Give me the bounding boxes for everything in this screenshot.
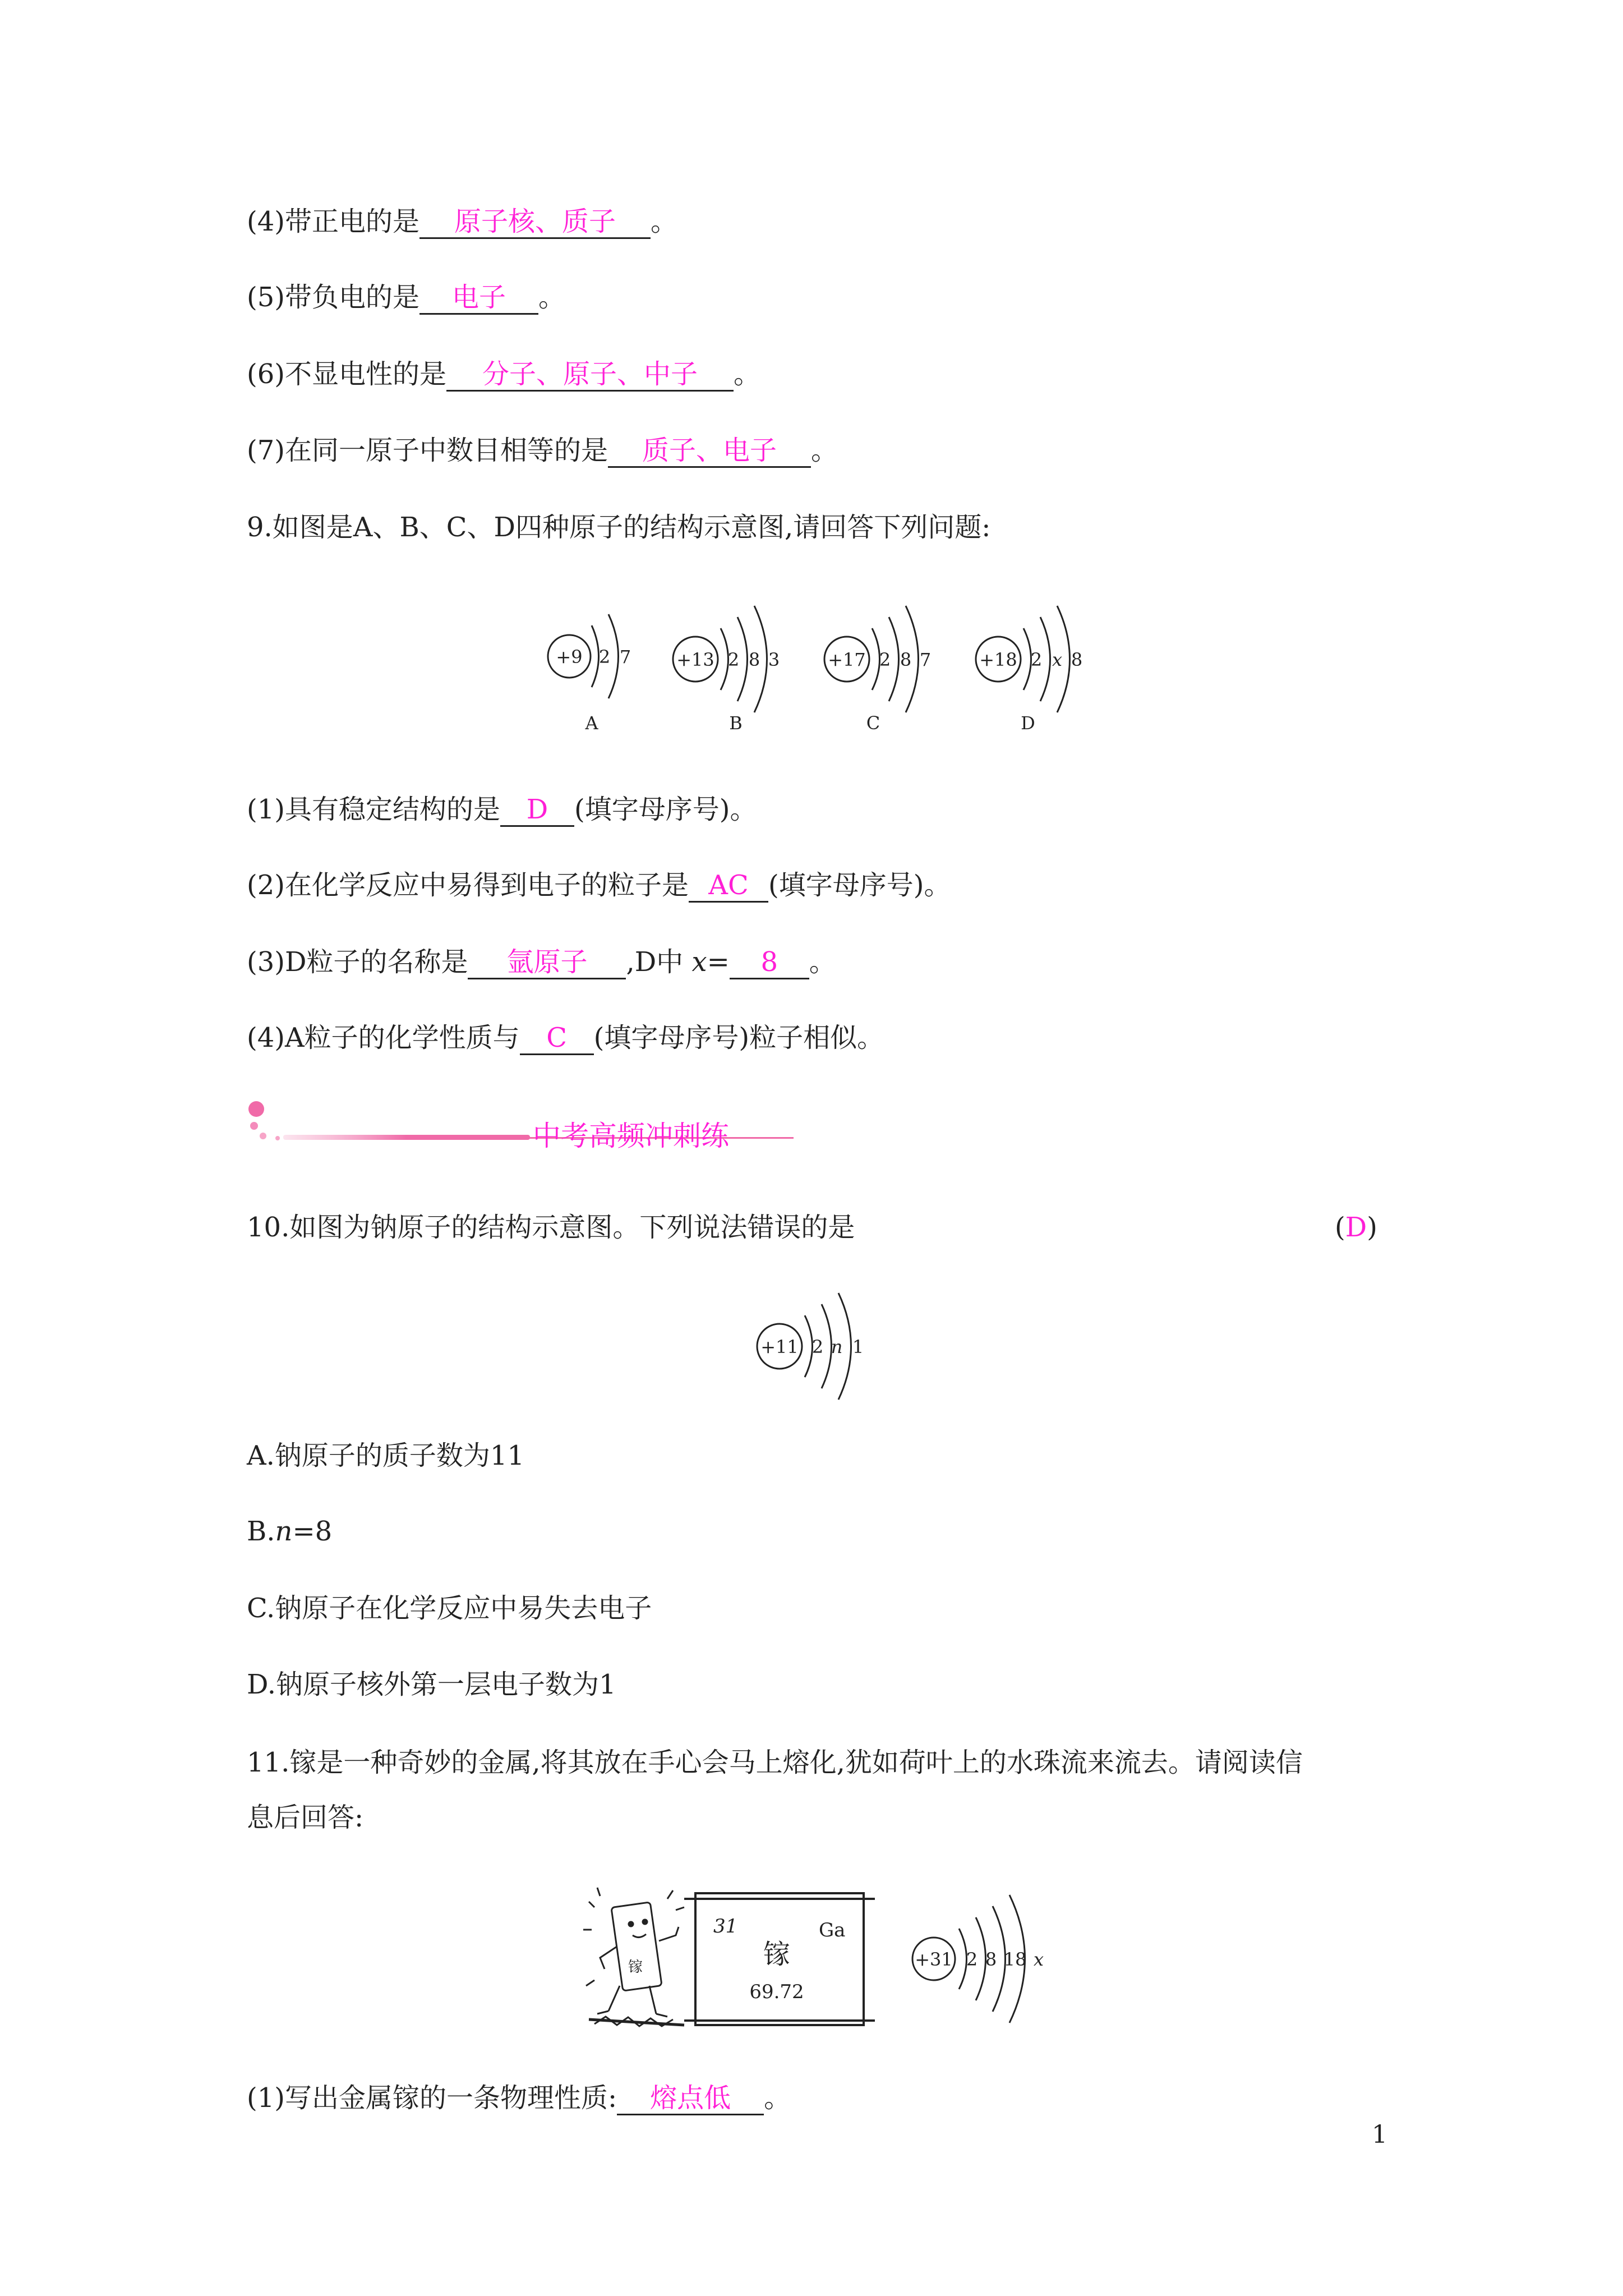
atom-c-label: C	[866, 712, 880, 734]
atom-a-label: A	[585, 712, 598, 734]
q9-sub1: (1)具有稳定结构的是 D (填字母序号)。	[247, 793, 757, 827]
q10-option-a: A.钠原子的质子数为11	[247, 1440, 525, 1471]
svg-text:x: x	[1052, 649, 1063, 670]
q10-option-d: D.钠原子核外第一层电子数为1	[247, 1669, 616, 1700]
svg-text:8: 8	[748, 649, 760, 670]
svg-text:2: 2	[727, 649, 740, 670]
q11-stem-line2: 息后回答:	[247, 1802, 364, 1833]
q10-stem: 10.如图为钠原子的结构示意图。下列说法错误的是	[247, 1212, 855, 1243]
q9-sub4: (4)A粒子的化学性质与 C (填字母序号)粒子相似。	[247, 1021, 884, 1055]
q10-option-c: C.钠原子在化学反应中易失去电子	[247, 1593, 652, 1624]
q8-item4: (4)带正电的是 原子核、质子 。	[247, 205, 677, 239]
answer-blank: D	[500, 794, 574, 827]
atom-d	[976, 606, 1082, 734]
svg-text:2: 2	[966, 1949, 978, 1970]
svg-text:8: 8	[900, 649, 912, 670]
q9-atom-diagrams	[527, 583, 1116, 740]
atom-a	[548, 614, 631, 734]
q9-stem: 9.如图是A、B、C、D四种原子的结构示意图,请回答下列问题:	[247, 512, 991, 543]
svg-text:+31: +31	[915, 1949, 953, 1970]
q8-item7: (7)在同一原子中数目相等的是 质子、电子 。	[247, 434, 838, 468]
q10-option-b: B.n=8	[247, 1516, 333, 1547]
svg-text:3: 3	[768, 649, 780, 670]
q10-answer: (D)	[1335, 1212, 1377, 1243]
svg-text:7: 7	[619, 646, 631, 668]
page-number: 1	[1372, 2120, 1387, 2149]
section-title: 中考高频冲刺练	[533, 1120, 729, 1152]
svg-text:2: 2	[598, 646, 611, 668]
atom-b-label: B	[729, 712, 743, 734]
atom-d-nucleus: +18	[979, 649, 1017, 670]
q11-gallium-figure	[583, 1874, 1099, 2042]
answer-blank: 质子、电子	[608, 435, 811, 468]
gallium-atom-diagram	[912, 1895, 1044, 2023]
q8-item5: (5)带负电的是 电子 。	[247, 280, 565, 315]
q10-nucleus: +11	[760, 1336, 799, 1358]
answer-blank: 电子	[419, 282, 538, 315]
gallium-cartoon	[583, 1888, 684, 2026]
atom-c	[824, 606, 931, 734]
atomic-mass: 69.72	[749, 1981, 804, 2003]
answer-blank: C	[520, 1022, 594, 1055]
svg-text:7: 7	[919, 649, 932, 670]
atom-c-nucleus: +17	[828, 649, 866, 670]
atomic-number: 31	[713, 1915, 738, 1938]
answer-blank: 氩原子	[468, 946, 626, 979]
answer-blank: 原子核、质子	[419, 206, 651, 239]
q9-sub2: (2)在化学反应中易得到电子的粒子是 AC (填字母序号)。	[247, 868, 951, 903]
element-symbol: Ga	[819, 1919, 846, 1941]
answer-blank: 分子、原子、中子	[446, 358, 734, 392]
svg-text:n: n	[831, 1336, 843, 1358]
q11-stem-line1: 11.镓是一种奇妙的金属,将其放在手心会马上熔化,犹如荷叶上的水珠流来流去。请阅读信	[247, 1747, 1303, 1778]
answer-blank: 8	[730, 946, 809, 979]
element-name: 镓	[763, 1939, 791, 1970]
atom-b-nucleus: +13	[676, 649, 714, 670]
svg-text:18: 18	[1003, 1949, 1027, 1970]
cartoon-label: 镓	[628, 1959, 643, 1976]
svg-text:8: 8	[985, 1949, 997, 1970]
svg-text:2: 2	[879, 649, 891, 670]
q9-sub3: (3)D粒子的名称是 氩原子 ,D中 x= 8 。	[247, 945, 836, 979]
svg-text:2: 2	[811, 1336, 824, 1358]
atom-a-nucleus: +9	[556, 646, 583, 668]
q8-item6: (6)不显电性的是 分子、原子、中子 。	[247, 357, 760, 392]
svg-text:1: 1	[852, 1336, 864, 1358]
q11-sub1: (1)写出金属镓的一条物理性质: 熔点低 。	[247, 2081, 791, 2115]
q10-sodium-atom-diagram	[751, 1279, 920, 1414]
answer-blank: AC	[689, 869, 768, 903]
svg-text:x: x	[1033, 1949, 1044, 1970]
svg-text:8: 8	[1071, 649, 1083, 670]
atom-d-label: D	[1021, 712, 1035, 734]
svg-text:2: 2	[1030, 649, 1043, 670]
answer-blank: 熔点低	[617, 2082, 764, 2115]
atom-b	[673, 606, 780, 734]
